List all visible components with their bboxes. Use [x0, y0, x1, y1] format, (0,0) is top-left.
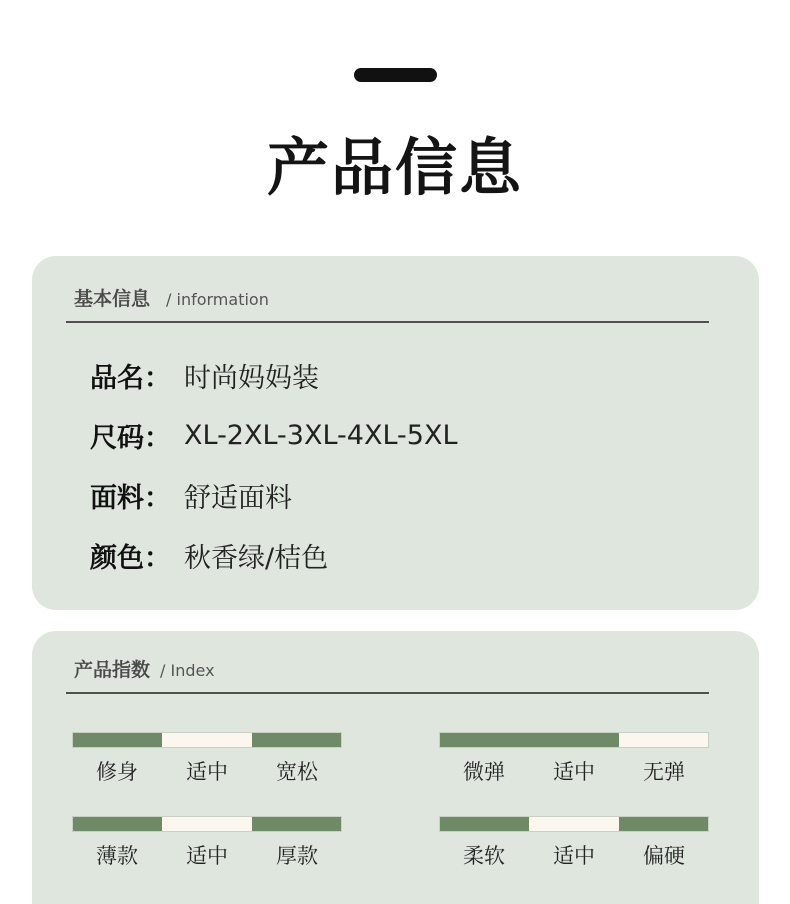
basic-info-title: 基本信息 [74, 288, 151, 310]
elasticity-scale [439, 732, 709, 786]
scale-segment [162, 733, 251, 747]
scale-segment [73, 817, 162, 831]
divider [66, 692, 709, 694]
info-value: 时尚妈妈装 [184, 362, 319, 394]
info-row-name [90, 355, 319, 395]
softness-scale [439, 816, 709, 870]
scale-label: 柔软 [463, 844, 505, 868]
info-row-color [90, 535, 328, 575]
info-value: XL-2XL-3XL-4XL-5XL [184, 419, 458, 451]
product-index-title: 产品指数 [74, 659, 151, 681]
scale-segment [619, 817, 708, 831]
scale-label: 无弹 [643, 760, 685, 784]
basic-info-header [74, 284, 269, 311]
scale-label: 修身 [96, 760, 138, 784]
scale-bar [72, 732, 342, 748]
info-value: 舒适面料 [184, 482, 292, 514]
info-row-fabric [90, 475, 292, 515]
info-row-size [90, 415, 457, 455]
scale-segment [162, 817, 251, 831]
scale-label: 厚款 [276, 844, 318, 868]
product-index-header [74, 655, 215, 682]
scale-bar [72, 816, 342, 832]
scale-label: 微弹 [463, 760, 505, 784]
basic-info-card [32, 256, 759, 610]
scale-label: 适中 [186, 844, 228, 868]
divider [66, 321, 709, 323]
info-label: 面料： [90, 482, 171, 514]
scale-segment [73, 733, 162, 747]
product-index-subtitle: / Index [160, 661, 215, 680]
scale-label: 适中 [553, 760, 595, 784]
scale-segment [440, 817, 529, 831]
scale-segment [529, 733, 618, 747]
info-label: 尺码： [90, 422, 171, 454]
scale-bar [439, 816, 709, 832]
scale-segment [529, 817, 618, 831]
scale-segment [619, 733, 708, 747]
page-title: 产品信息 [266, 131, 523, 204]
scale-label: 适中 [553, 844, 595, 868]
scale-bar [439, 732, 709, 748]
scale-label: 偏硬 [643, 844, 685, 868]
info-label: 颜色： [90, 542, 171, 574]
scale-segment [440, 733, 529, 747]
info-label: 品名： [90, 362, 171, 394]
scale-label: 宽松 [276, 760, 318, 784]
scale-label: 适中 [186, 760, 228, 784]
thickness-scale [72, 816, 342, 870]
scale-label: 薄款 [96, 844, 138, 868]
info-value: 秋香绿/桔色 [184, 542, 329, 574]
scale-segment [252, 817, 341, 831]
scale-segment [252, 733, 341, 747]
product-index-card [32, 631, 759, 904]
basic-info-subtitle: / information [166, 290, 269, 309]
fit-scale [72, 732, 342, 786]
decorative-pill [354, 68, 437, 82]
